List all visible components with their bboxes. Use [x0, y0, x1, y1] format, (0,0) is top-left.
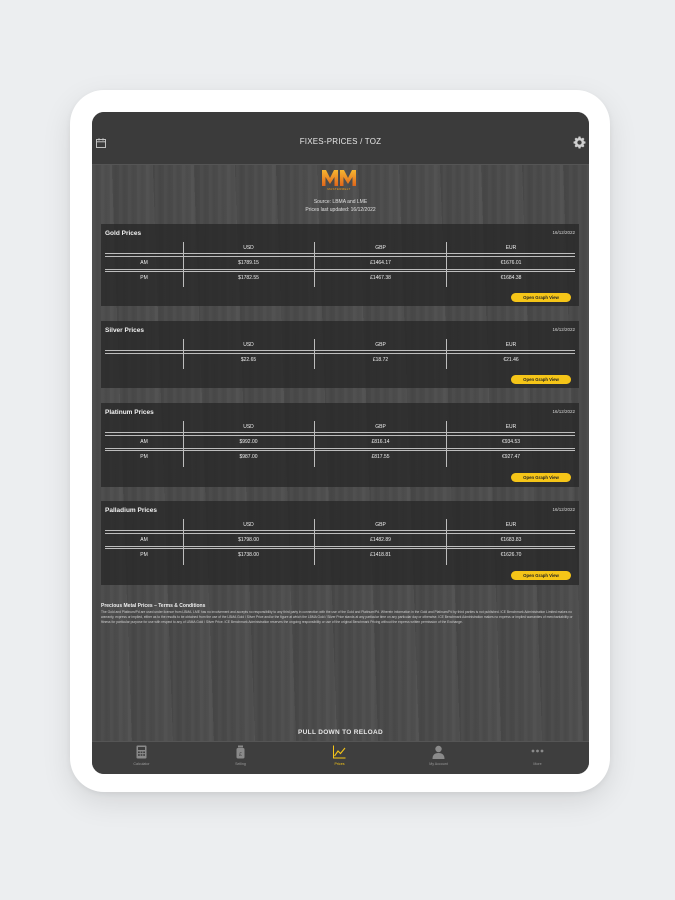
col-header-usd: USD — [243, 245, 254, 251]
open-graph-view-button[interactable]: Open Graph View — [511, 473, 571, 482]
app-screen — [92, 112, 589, 774]
person-icon — [432, 745, 445, 759]
card-title: Palladium Prices — [105, 507, 158, 514]
col-header-usd: USD — [243, 522, 254, 528]
svg-text:£: £ — [239, 752, 242, 758]
silver-prices-card — [101, 321, 579, 388]
tab-label: Selling — [235, 762, 246, 766]
last-updated-text: Prices last updated: 16/12/2022 — [305, 207, 376, 213]
price-cell: £18.72 — [372, 357, 389, 363]
price-cell: $1789.15 — [238, 260, 259, 266]
terms-title: Precious Metal Prices – Terms & Conditions — [101, 603, 206, 609]
tab-selling[interactable] — [191, 742, 290, 774]
price-table — [105, 519, 575, 565]
price-cell: £817.55 — [371, 454, 390, 460]
tab-more[interactable] — [488, 742, 587, 774]
row-label-am: AM — [140, 439, 148, 445]
top-bar — [92, 112, 589, 165]
price-table — [105, 339, 575, 369]
col-header-eur: EUR — [505, 245, 517, 251]
price-cell: €927.47 — [501, 454, 521, 460]
col-header-eur: EUR — [505, 342, 517, 348]
card-date: 16/12/2022 — [552, 230, 575, 235]
row-label-pm: PM — [140, 454, 148, 460]
col-header-gbp: GBP — [375, 245, 386, 251]
page-title: FIXES-PRICES / TOZ — [299, 137, 382, 146]
card-date: 16/12/2022 — [552, 507, 575, 512]
price-cell: $987.00 — [239, 454, 258, 460]
col-header-eur: EUR — [505, 522, 517, 528]
tab-prices[interactable] — [290, 742, 389, 774]
logo-wordmark: MASTERMELT — [327, 187, 351, 191]
card-title: Platinum Prices — [105, 409, 154, 416]
price-cell: £1467.38 — [370, 275, 391, 281]
price-cell: €1683.83 — [500, 537, 522, 543]
card-title: Silver Prices — [105, 327, 145, 334]
open-graph-view-button[interactable]: Open Graph View — [511, 293, 571, 302]
palladium-prices-card — [101, 501, 579, 585]
card-date: 16/12/2022 — [552, 409, 575, 414]
chart-icon — [333, 745, 346, 759]
col-header-gbp: GBP — [375, 342, 386, 348]
price-cell: $992.00 — [239, 439, 258, 445]
price-cell: $1782.55 — [238, 275, 259, 281]
jar-icon — [234, 745, 247, 759]
price-cell: €21.46 — [503, 357, 519, 363]
row-label-pm: PM — [140, 552, 148, 558]
col-header-gbp: GBP — [375, 424, 386, 430]
price-cell: £1482.89 — [370, 537, 391, 543]
terms-text: The Gold and Platinum/Pd are used under licence from LBMA. LME has no involvement and accepts no responsibility to any third party in connection with the use of the Gold and Platinum/Pd. Wherein information in the Gold and Platinum/Pd by third parties is not published. ICE Benchmark Administration Limited makes no warranty, express or implied, either as to the results to be obtained from the use of the LBMA Gold / Silver Price and/or the figure at which the LBMA Gold / Silver Price stands at any particular time on any particular day or otherwise. ICE Benchmark Administration makes no express or implied warranties of merchantability or fitness for particular purpose for use with respect to any of LBMA Gold / Silver Price. ICE Benchmark Administration reserves the ongoing responsibility or use of the original Benchmark Pricing without the express written permission of the Exchange. — [101, 610, 573, 624]
col-header-usd: USD — [243, 424, 254, 430]
tab-my-account[interactable] — [389, 742, 488, 774]
more-icon — [531, 745, 544, 759]
tab-label: Prices — [334, 762, 345, 766]
tab-bar — [92, 741, 589, 774]
price-table — [105, 242, 575, 287]
price-cell: €1626.70 — [500, 552, 522, 558]
price-cell: £1464.17 — [370, 260, 391, 266]
col-header-eur: EUR — [505, 424, 517, 430]
price-cell: $1738.00 — [238, 552, 259, 558]
open-graph-view-button[interactable]: Open Graph View — [511, 571, 571, 580]
price-cell: £1418.81 — [370, 552, 391, 558]
row-label-pm: PM — [140, 275, 148, 281]
price-cell: $1798.00 — [238, 537, 259, 543]
gold-prices-card — [101, 224, 579, 306]
price-table — [105, 421, 575, 467]
price-cell: €934.53 — [501, 439, 521, 445]
col-header-usd: USD — [243, 342, 254, 348]
col-header-gbp: GBP — [375, 522, 386, 528]
open-graph-view-button[interactable]: Open Graph View — [511, 375, 571, 384]
row-label-am: AM — [140, 260, 148, 266]
tab-label: My Account — [429, 762, 448, 766]
card-title: Gold Prices — [105, 230, 142, 237]
platinum-prices-card — [101, 403, 579, 487]
price-cell: £816.14 — [371, 439, 390, 445]
tab-label: More — [533, 762, 542, 766]
pull-to-reload-label: PULL DOWN TO RELOAD — [298, 729, 383, 736]
gear-icon[interactable] — [573, 136, 586, 149]
price-cell: €1676.01 — [500, 260, 522, 266]
source-text: Source: LBMA and LME — [313, 199, 368, 205]
price-cell: $22.65 — [240, 357, 257, 363]
card-date: 16/12/2022 — [552, 327, 575, 332]
tab-calculator[interactable] — [92, 742, 191, 774]
price-cell: €1684.38 — [500, 275, 522, 281]
row-label-am: AM — [140, 537, 148, 543]
calculator-icon — [135, 745, 148, 759]
tab-label: Calculator — [133, 762, 150, 766]
